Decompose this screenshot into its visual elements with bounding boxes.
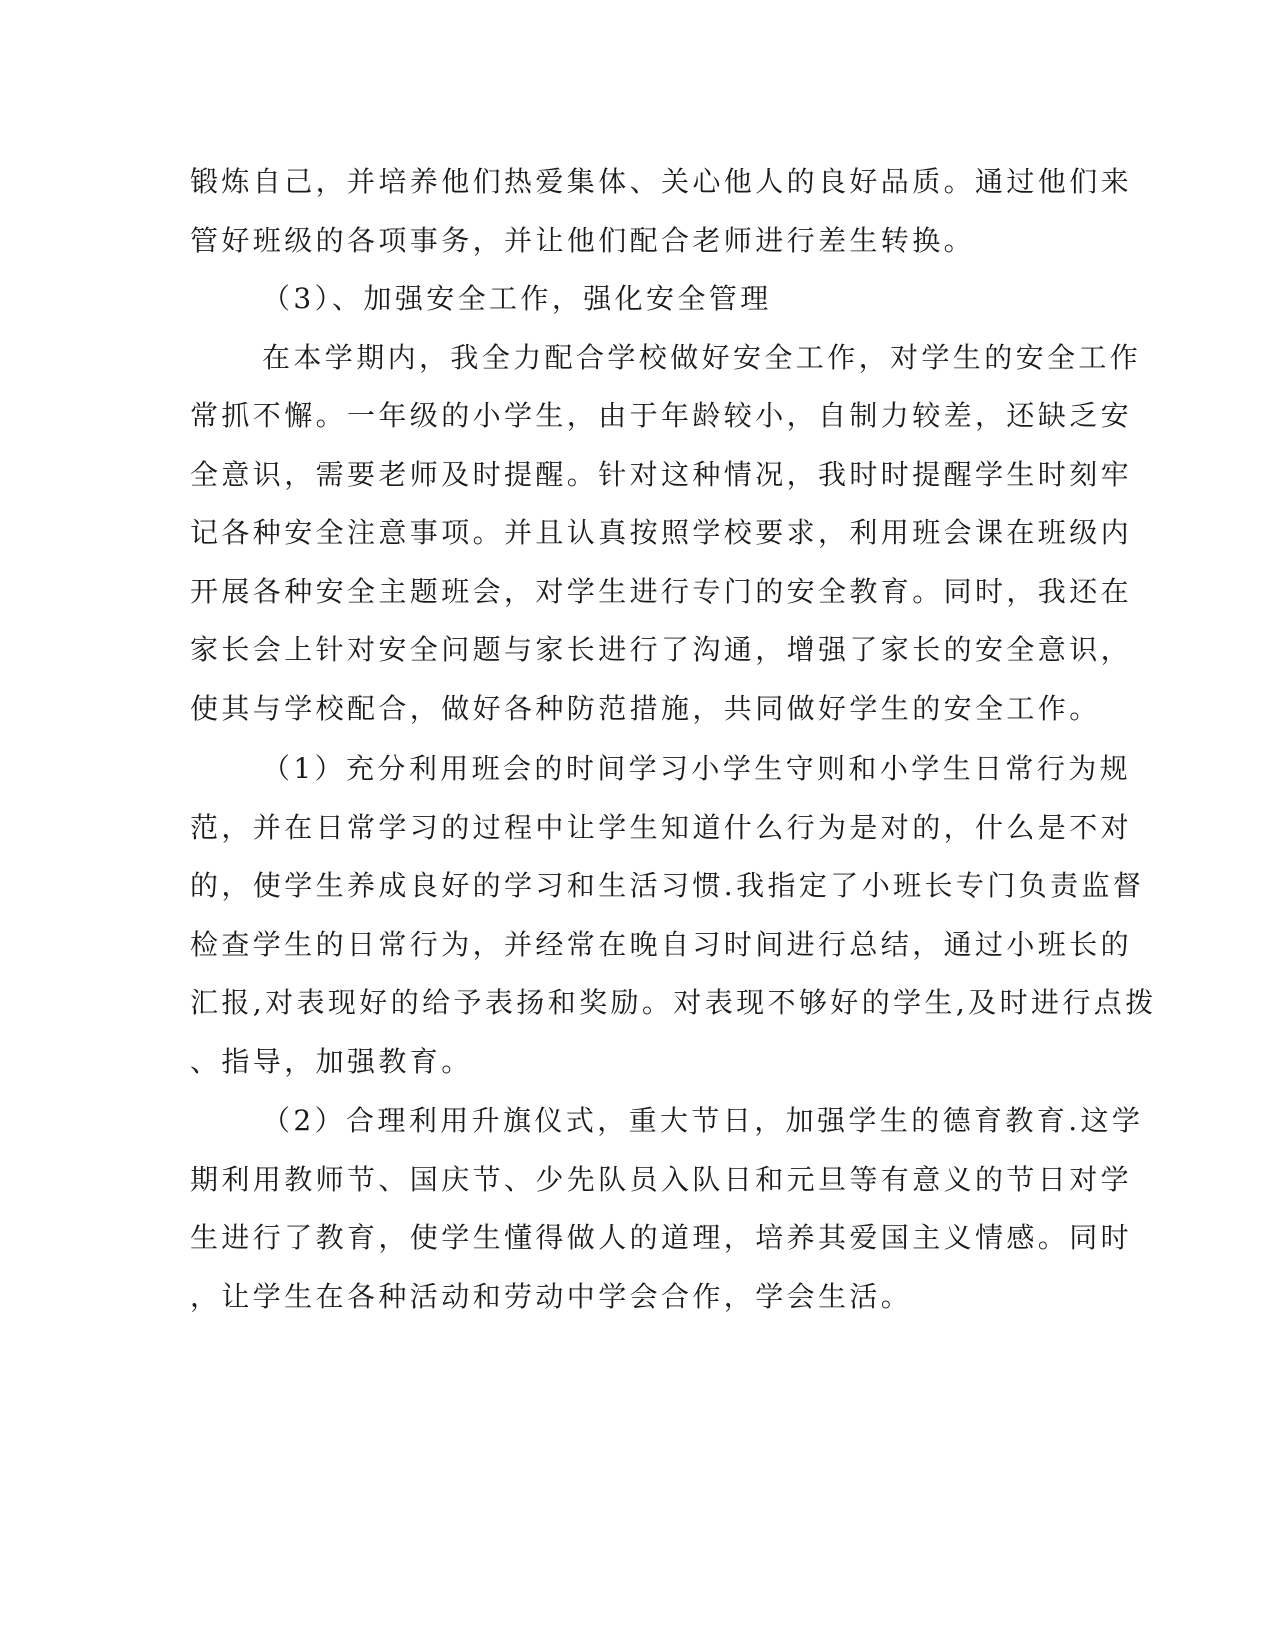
text-line: 期利用教师节、国庆节、少先队员入队日和元旦等有意义的节日对学 [190,1163,1133,1196]
text-line: 开展各种安全主题班会，对学生进行专门的安全教育。同时，我还在 [190,575,1133,608]
text-line: 范，并在日常学习的过程中让学生知道什么行为是对的，什么是不对 [190,811,1133,844]
text-line: 在本学期内，我全力配合学校做好安全工作，对学生的安全工作 [262,341,1142,374]
text-line: 常抓不懈。一年级的小学生，由于年龄较小，自制力较差，还缺乏安 [190,399,1133,432]
text-line: 管好班级的各项事务，并让他们配合老师进行差生转换。 [190,224,976,257]
text-line: （1）充分利用班会的时间学习小学生守则和小学生日常行为规 [262,752,1132,785]
text-line: ，让学生在各种活动和劳动中学会合作，学会生活。 [190,1280,913,1313]
text-line: 的，使学生养成良好的学习和生活习惯.我指定了小班长专门负责监督 [190,869,1145,902]
text-line: 使其与学校配合，做好各种防范措施，共同做好学生的安全工作。 [190,692,1101,725]
text-line: 汇报,对表现好的给予表扬和奖励。对表现不够好的学生,及时进行点拨 [190,986,1157,1019]
text-line: 全意识，需要老师及时提醒。针对这种情况，我时时提醒学生时刻牢 [190,458,1133,491]
text-line: （2）合理利用升旗仪式，重大节日，加强学生的德育教育.这学 [262,1104,1144,1137]
text-line: 家长会上针对安全问题与家长进行了沟通，增强了家长的安全意识， [190,633,1133,666]
text-line: 锻炼自己，并培养他们热爱集体、关心他人的良好品质。通过他们来 [190,165,1133,198]
text-line: 生进行了教育，使学生懂得做人的道理，培养其爱国主义情感。同时 [190,1221,1133,1254]
text-line: 检查学生的日常行为，并经常在晚自习时间进行总结，通过小班长的 [190,928,1133,961]
text-line: 、指导，加强教育。 [190,1045,473,1078]
section-heading: （3）、加强安全工作，强化安全管理 [262,282,772,315]
text-line: 记各种安全注意事项。并且认真按照学校要求，利用班会课在班级内 [190,516,1133,549]
